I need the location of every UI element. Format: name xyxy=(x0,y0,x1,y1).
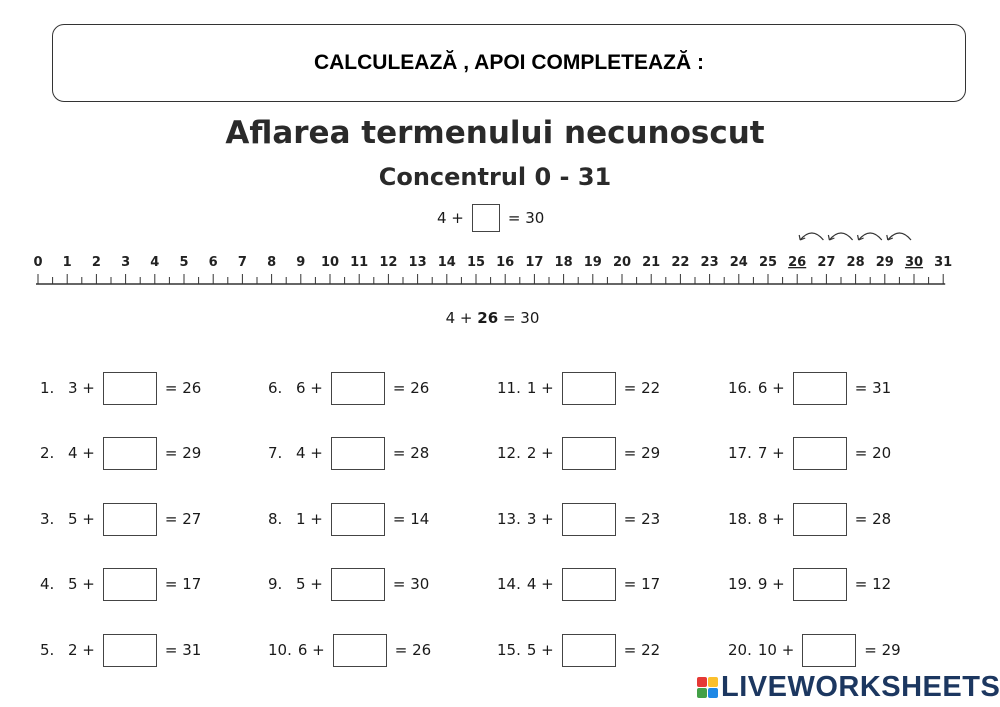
number-line-label: 1 xyxy=(62,255,72,270)
exercise-item xyxy=(497,502,660,536)
exercise-result: = 31 xyxy=(164,641,202,659)
exercise-result: = 22 xyxy=(623,641,661,659)
number-line-label: 25 xyxy=(758,255,778,270)
number-line-label: 17 xyxy=(525,255,544,270)
exercise-addend: 4 + xyxy=(526,575,554,593)
logo-square xyxy=(708,677,718,687)
exercise-number: 10. xyxy=(268,641,292,659)
answer-box[interactable] xyxy=(793,503,847,536)
number-line xyxy=(0,222,1000,292)
exercise-number: 9. xyxy=(268,575,283,593)
number-line-label: 8 xyxy=(267,255,277,270)
exercise-number: 6. xyxy=(268,379,283,397)
exercise-addend: 2 + xyxy=(526,444,554,462)
number-line-label: 13 xyxy=(408,255,427,270)
exercise-number: 12. xyxy=(497,444,521,462)
exercise-result: = 17 xyxy=(623,575,661,593)
number-line-label: 5 xyxy=(179,255,189,270)
number-line-label: 24 xyxy=(729,255,748,270)
number-line-label: 9 xyxy=(296,255,306,270)
answer-box[interactable] xyxy=(562,634,616,667)
exercise-number: 13. xyxy=(497,510,521,528)
exercise-item xyxy=(40,502,201,536)
exercise-number: 1. xyxy=(40,379,55,397)
number-line-label: 30 xyxy=(904,255,924,270)
number-line-label: 28 xyxy=(846,255,865,270)
exercise-result: = 14 xyxy=(392,510,430,528)
exercise-result: = 29 xyxy=(164,444,202,462)
number-line-label: 0 xyxy=(33,255,43,270)
example-right: = 30 xyxy=(507,209,545,227)
exercise-addend: 5 + xyxy=(68,510,95,528)
exercise-number: 16. xyxy=(728,379,752,397)
exercise-addend: 7 + xyxy=(757,444,785,462)
example-left: 4 + xyxy=(437,209,464,227)
exercise-result: = 23 xyxy=(623,510,661,528)
exercise-result: = 31 xyxy=(854,379,892,397)
exercise-addend: 6 + xyxy=(757,379,785,397)
number-line-label: 2 xyxy=(91,255,101,270)
instruction-banner: CALCULEAZĂ , APOI COMPLETEAZĂ : xyxy=(52,24,966,102)
answer-box[interactable] xyxy=(562,437,616,470)
number-line-label: 12 xyxy=(379,255,398,270)
exercise-item xyxy=(728,371,891,405)
exercise-number: 15. xyxy=(497,641,521,659)
number-line-label: 31 xyxy=(934,255,953,270)
exercise-number: 4. xyxy=(40,575,55,593)
exercise-number: 7. xyxy=(268,444,283,462)
number-line-label: 14 xyxy=(437,255,456,270)
exercise-item xyxy=(497,371,660,405)
exercise-addend: 3 + xyxy=(526,510,554,528)
number-line-label: 6 xyxy=(208,255,218,270)
number-line-label: 27 xyxy=(817,255,836,270)
number-line-label: 19 xyxy=(583,255,602,270)
exercise-item xyxy=(268,633,431,667)
exercise-number: 18. xyxy=(728,510,752,528)
answer-box[interactable] xyxy=(793,568,847,601)
exercise-item xyxy=(728,502,891,536)
exercise-item xyxy=(40,633,201,667)
number-line-label: 20 xyxy=(612,255,632,270)
answer-box[interactable] xyxy=(333,634,387,667)
number-line-label: 3 xyxy=(121,255,131,270)
exercise-number: 3. xyxy=(40,510,55,528)
logo-square xyxy=(697,688,707,698)
exercise-item xyxy=(728,633,901,667)
number-line-label: 23 xyxy=(700,255,719,270)
exercise-number: 19. xyxy=(728,575,752,593)
exercise-addend: 4 + xyxy=(296,444,323,462)
exercise-item xyxy=(268,436,429,470)
exercise-item xyxy=(40,371,201,405)
exercise-addend: 2 + xyxy=(68,641,95,659)
exercise-addend: 6 + xyxy=(296,379,323,397)
answer-box[interactable] xyxy=(562,568,616,601)
exercise-number: 5. xyxy=(40,641,55,659)
solution-right: = 30 xyxy=(502,309,540,327)
number-line-label: 7 xyxy=(237,255,247,270)
exercise-result: = 22 xyxy=(623,379,661,397)
exercise-item xyxy=(268,567,429,601)
exercise-result: = 27 xyxy=(164,510,202,528)
number-line-label: 15 xyxy=(466,255,486,270)
answer-box[interactable] xyxy=(802,634,856,667)
number-line-label: 18 xyxy=(554,255,573,270)
exercise-addend: 1 + xyxy=(526,379,554,397)
exercise-addend: 5 + xyxy=(526,641,554,659)
answer-box[interactable] xyxy=(562,372,616,405)
worksheet-subtitle: Concentrul 0 - 31 xyxy=(378,163,612,191)
exercise-number: 11. xyxy=(497,379,521,397)
number-line-label: 21 xyxy=(642,255,661,270)
answer-box[interactable] xyxy=(103,372,157,405)
logo-text: LIVEWORKSHEETS xyxy=(721,670,1000,703)
exercise-result: = 17 xyxy=(164,575,202,593)
exercise-addend: 4 + xyxy=(68,444,95,462)
answer-box[interactable] xyxy=(562,503,616,536)
exercise-item xyxy=(497,436,660,470)
answer-box[interactable] xyxy=(793,437,847,470)
logo-square xyxy=(708,688,718,698)
answer-box[interactable] xyxy=(103,634,157,667)
exercise-result: = 26 xyxy=(164,379,202,397)
example-solution xyxy=(0,309,985,327)
exercise-result: = 28 xyxy=(854,510,892,528)
number-line-label: 10 xyxy=(320,255,340,270)
exercise-addend: 5 + xyxy=(296,575,323,593)
exercise-item xyxy=(40,567,201,601)
exercise-item xyxy=(728,436,891,470)
exercise-result: = 29 xyxy=(864,641,901,659)
exercise-addend: 10 + xyxy=(757,641,795,659)
number-line-label: 22 xyxy=(671,255,690,270)
number-line-label: 11 xyxy=(350,255,369,270)
exercise-result: = 28 xyxy=(392,444,430,462)
exercise-addend: 5 + xyxy=(68,575,95,593)
solution-left: 4 + xyxy=(445,309,473,327)
number-line-label: 26 xyxy=(788,255,807,270)
exercise-result: = 20 xyxy=(854,444,892,462)
exercise-item xyxy=(497,567,660,601)
exercise-item xyxy=(40,436,201,470)
number-line-label: 29 xyxy=(875,255,894,270)
number-line-label: 16 xyxy=(496,255,515,270)
solution-value: 26 xyxy=(477,309,499,327)
exercise-number: 20. xyxy=(728,641,752,659)
exercise-result: = 30 xyxy=(392,575,430,593)
exercise-result: = 29 xyxy=(623,444,661,462)
answer-box[interactable] xyxy=(103,503,157,536)
exercise-number: 14. xyxy=(497,575,521,593)
exercise-item xyxy=(728,567,891,601)
answer-box[interactable] xyxy=(331,568,385,601)
liveworksheets-logo xyxy=(697,672,1000,702)
exercise-addend: 3 + xyxy=(68,379,95,397)
exercise-item xyxy=(268,371,429,405)
exercise-number: 2. xyxy=(40,444,55,462)
exercise-item xyxy=(497,633,660,667)
exercise-item xyxy=(268,502,429,536)
number-line-label: 4 xyxy=(150,255,160,270)
answer-box[interactable] xyxy=(103,568,157,601)
logo-mark-icon xyxy=(697,677,718,698)
exercise-addend: 8 + xyxy=(757,510,785,528)
worksheet-title: Aflarea termenului necunoscut xyxy=(225,115,765,151)
exercise-result: = 12 xyxy=(854,575,892,593)
exercise-addend: 6 + xyxy=(297,641,325,659)
answer-box[interactable] xyxy=(331,503,385,536)
logo-square xyxy=(697,677,707,687)
answer-box[interactable] xyxy=(793,372,847,405)
exercise-result: = 26 xyxy=(394,641,432,659)
exercise-addend: 9 + xyxy=(757,575,785,593)
answer-box[interactable] xyxy=(331,372,385,405)
exercise-number: 8. xyxy=(268,510,283,528)
answer-box[interactable] xyxy=(331,437,385,470)
exercise-result: = 26 xyxy=(392,379,430,397)
exercise-addend: 1 + xyxy=(296,510,323,528)
answer-box[interactable] xyxy=(103,437,157,470)
exercise-number: 17. xyxy=(728,444,752,462)
